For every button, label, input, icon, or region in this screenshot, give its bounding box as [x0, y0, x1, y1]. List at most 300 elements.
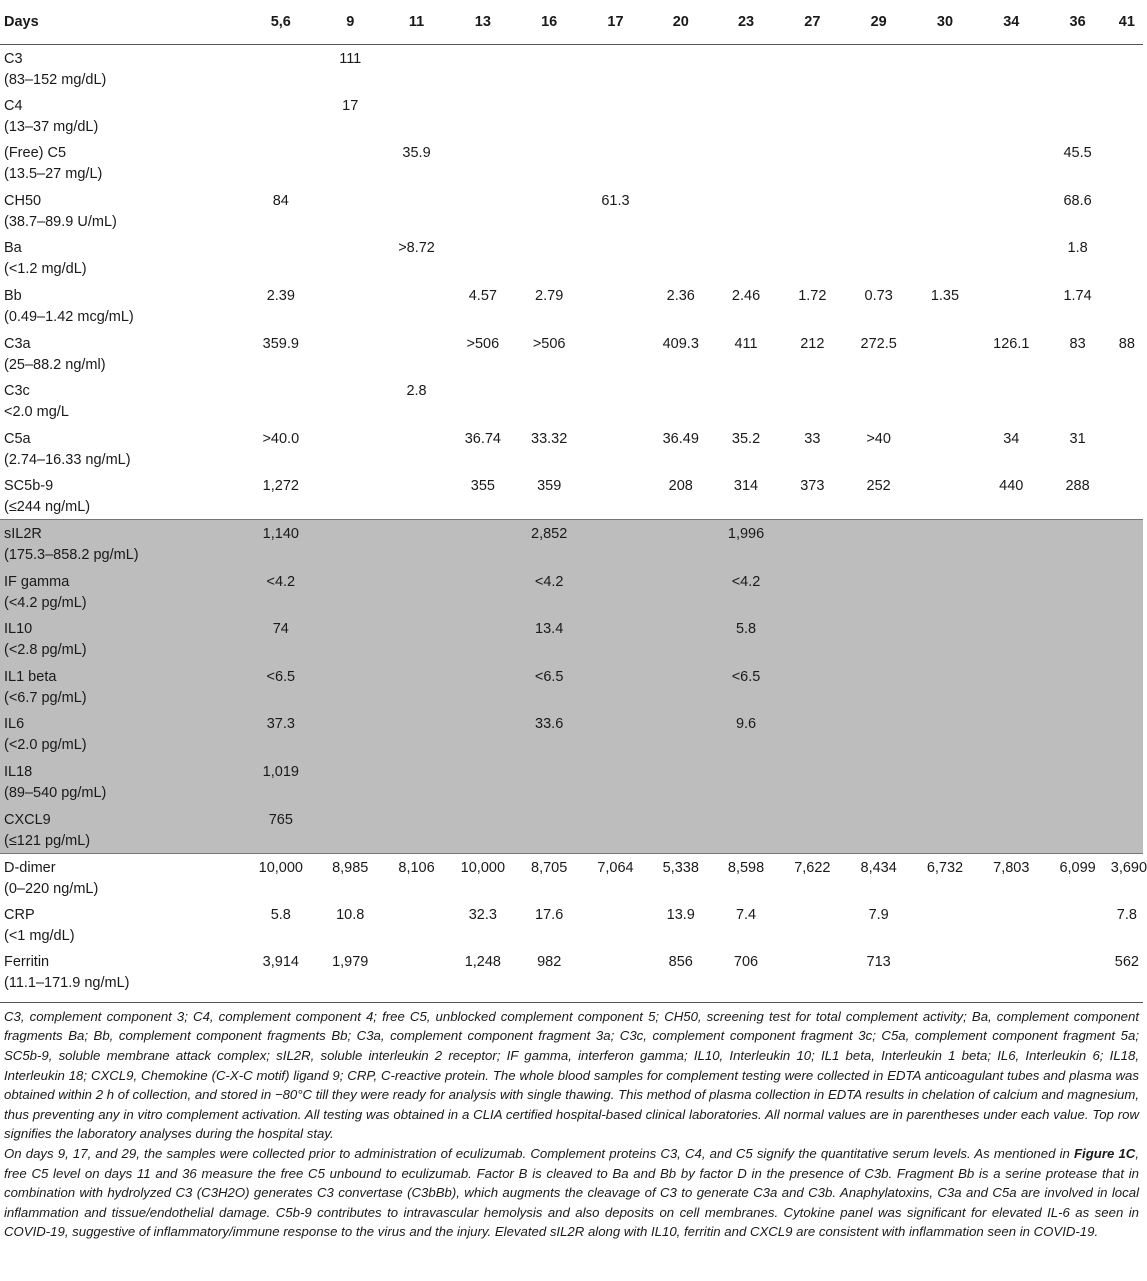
header-cell-day: 34: [1003, 13, 1020, 30]
value-cell: [317, 472, 383, 520]
value-cell: [383, 615, 449, 663]
row-label-cell: [0, 234, 245, 282]
row-label-cell: [0, 92, 245, 140]
value-cell: [582, 901, 648, 949]
value-cell: >506: [532, 335, 566, 352]
value-cell: [317, 330, 383, 378]
value-cell: [649, 520, 713, 568]
table-row: [0, 44, 1143, 92]
value-cell: [383, 758, 449, 806]
value-cell: [779, 663, 845, 711]
analyte-name: C3c: [4, 383, 30, 400]
value-cell: [582, 139, 648, 187]
normal-range: (89–540 pg/mL): [4, 784, 107, 801]
value-cell: 2.79: [535, 287, 564, 304]
normal-range: (0.49–1.42 mcg/mL): [4, 308, 134, 325]
row-label-cell: [0, 187, 245, 235]
value-cell: [978, 806, 1044, 854]
value-cell: [846, 710, 912, 758]
header-cell-day: 20: [672, 13, 689, 30]
value-cell: 7,622: [794, 859, 831, 876]
value-cell: [912, 377, 978, 425]
value-cell: [846, 615, 912, 663]
value-cell: [582, 615, 648, 663]
value-cell: [516, 758, 582, 806]
value-cell: 706: [733, 954, 759, 971]
value-cell: [450, 806, 516, 854]
row-label-cell: [0, 330, 245, 378]
value-cell: [649, 663, 713, 711]
value-cell: [582, 948, 648, 996]
normal-range: (11.1–171.9 ng/mL): [4, 975, 130, 992]
value-cell: 1,140: [262, 526, 299, 543]
value-cell: [713, 758, 779, 806]
value-cell: [317, 615, 383, 663]
value-cell: 1.8: [1067, 240, 1088, 257]
value-cell: [846, 44, 912, 92]
value-cell: [978, 234, 1044, 282]
value-cell: [912, 520, 978, 568]
value-cell: [245, 92, 318, 140]
header-cell-day: 11: [408, 13, 425, 30]
analyte-name: D-dimer: [4, 859, 56, 876]
value-cell: [779, 234, 845, 282]
value-cell: [1111, 282, 1143, 330]
value-cell: [912, 710, 978, 758]
value-cell: [649, 44, 713, 92]
value-cell: [383, 330, 449, 378]
value-cell: [317, 425, 383, 473]
value-cell: [582, 330, 648, 378]
value-cell: 272.5: [860, 335, 897, 352]
value-cell: 2.36: [666, 287, 695, 304]
value-cell: [317, 187, 383, 235]
value-cell: [912, 330, 978, 378]
row-label-cell: [0, 568, 245, 616]
value-cell: [1111, 44, 1143, 92]
value-cell: 373: [800, 478, 825, 495]
value-cell: [912, 615, 978, 663]
value-cell: [978, 139, 1044, 187]
header-cell-days: Days: [4, 13, 39, 30]
value-cell: [1111, 472, 1143, 520]
value-cell: [450, 234, 516, 282]
value-cell: [978, 187, 1044, 235]
value-cell: [846, 806, 912, 854]
value-cell: 37.3: [266, 716, 295, 733]
value-cell: [713, 187, 779, 235]
normal-range: (≤121 pg/mL): [4, 832, 91, 849]
value-cell: <6.5: [534, 668, 564, 685]
value-cell: [582, 710, 648, 758]
analyte-name: Ba: [4, 240, 22, 257]
value-cell: >506: [466, 335, 500, 352]
analyte-name: SC5b-9: [4, 478, 54, 495]
value-cell: 0.73: [864, 287, 893, 304]
table-footnote: [0, 1002, 1143, 1242]
value-cell: [383, 710, 449, 758]
value-cell: [317, 282, 383, 330]
value-cell: [978, 901, 1044, 949]
value-cell: 1.74: [1063, 287, 1092, 304]
value-cell: 2.46: [731, 287, 761, 304]
value-cell: [450, 520, 516, 568]
value-cell: [516, 806, 582, 854]
value-cell: 8,434: [860, 859, 897, 876]
value-cell: 1,272: [262, 478, 299, 495]
value-cell: <6.5: [266, 668, 296, 685]
value-cell: 10,000: [258, 859, 303, 876]
value-cell: [450, 92, 516, 140]
value-cell: [383, 92, 449, 140]
value-cell: [383, 901, 449, 949]
value-cell: 33: [804, 430, 821, 447]
normal-range: (13.5–27 mg/L): [4, 166, 103, 183]
header-cell-day: 13: [474, 13, 491, 30]
value-cell: [846, 187, 912, 235]
value-cell: [1111, 377, 1143, 425]
normal-range: (175.3–858.2 pg/mL): [4, 547, 139, 564]
value-cell: [978, 282, 1044, 330]
value-cell: [317, 710, 383, 758]
value-cell: 982: [537, 954, 562, 971]
footnote-paragraph-abbreviations: C3, complement component 3; C4, complement component 4; free C5, unblocked complement component 5; CH50, screening test for total complement activity; Ba, complement component fragments Ba; Bb, complement component fragments Bb; C3a, complement component fragment 3a; C3c, complement component fragment 3c; C5a, complement component fragment 5a; SC5b-9, soluble membrane attack complex; sIL2R, soluble interleukin 2 receptor; IF gamma, interferon gamma; IL10, Interleukin 10; IL1 beta, Interleukin 1 beta; IL6, Interleukin 6; IL18, Interleukin 18; CXCL9, Chemokine (C-X-C motif) ligand 9; CRP, C-reactive protein. The whole blood samples for complement testing were collected in EDTA anticoagulant tubes and plasma was obtained within 2 h of collection, and stored in −80°C till they were ready for analysis with single thawing. This method of plasma collection in EDTA results in chelation of calcium and magnesium, thus preventing any in vitro complement activation. All testing was obtained in a CLIA certified hospital-based clinical laboratories. All normal values are in parentheses under each value. Top row signifies the laboratory analyses during the hospital stay.: [4, 1008, 1139, 1142]
value-cell: 7.9: [868, 906, 889, 923]
value-cell: [317, 663, 383, 711]
value-cell: <4.2: [266, 573, 296, 590]
value-cell: [516, 187, 582, 235]
footnote-text: On days 9, 17, and 29, the samples were collected prior to administration of eculizumab. Complement proteins C3, C4, and C5 signify the quantitative serum levels. As mentioned in: [4, 1146, 1074, 1162]
value-cell: [516, 377, 582, 425]
value-cell: 7.8: [1116, 906, 1137, 923]
value-cell: [779, 758, 845, 806]
value-cell: 35.9: [402, 145, 431, 162]
value-cell: [317, 139, 383, 187]
row-label-cell: [0, 806, 245, 854]
value-cell: [1044, 663, 1110, 711]
table-row: [0, 806, 1143, 854]
value-cell: <4.2: [731, 573, 761, 590]
value-cell: [713, 44, 779, 92]
value-cell: 35.2: [731, 430, 761, 447]
value-cell: [450, 568, 516, 616]
value-cell: 8,598: [727, 859, 765, 876]
value-cell: [649, 806, 713, 854]
table-row: [0, 139, 1143, 187]
value-cell: [582, 282, 648, 330]
table-row: [0, 948, 1143, 996]
table-row: [0, 425, 1143, 473]
value-cell: [978, 948, 1044, 996]
value-cell: [912, 425, 978, 473]
value-cell: [317, 234, 383, 282]
table-body: [0, 44, 1147, 996]
value-cell: [516, 44, 582, 92]
value-cell: [779, 187, 845, 235]
value-cell: 1,019: [262, 763, 299, 780]
value-cell: [1044, 44, 1110, 92]
analyte-name: Ferritin: [4, 954, 50, 971]
header-cell-day: 23: [737, 13, 755, 30]
row-label-cell: [0, 425, 245, 473]
value-cell: 7,064: [597, 859, 634, 876]
row-label-cell: [0, 615, 245, 663]
value-cell: [1044, 520, 1110, 568]
row-label-cell: [0, 472, 245, 520]
value-cell: [317, 520, 383, 568]
row-label-cell: [0, 44, 245, 92]
value-cell: 61.3: [601, 192, 630, 209]
value-cell: [582, 425, 648, 473]
table-row: [0, 187, 1143, 235]
value-cell: >8.72: [398, 240, 435, 257]
value-cell: 359: [537, 478, 562, 495]
value-cell: 13.4: [535, 621, 564, 638]
value-cell: [582, 472, 648, 520]
value-cell: [383, 282, 449, 330]
value-cell: [779, 568, 845, 616]
value-cell: [978, 615, 1044, 663]
value-cell: [779, 92, 845, 140]
value-cell: 4.57: [468, 287, 497, 304]
value-cell: [383, 806, 449, 854]
value-cell: 10,000: [460, 859, 506, 876]
value-cell: [713, 377, 779, 425]
normal-range: (<1 mg/dL): [4, 927, 75, 944]
value-cell: [779, 44, 845, 92]
analyte-name: CRP: [4, 906, 35, 923]
footnote-text: , free C5 level on days 11 and 36 measure the free C5 unbound to eculizumab. Factor B is cleaved to Ba and Bb by factor D in the presence of C3b. Fragment Bb is a serine protease that in combination with hydrolyzed C3 (C3H2O) generates C3 convertase (C3bBb), which augments the cleavage of C3 to generate C3a and C3b. Anaphylatoxins, C3a and C5a are involved in local inflammation and tissue/endothelial damage. C5b-9 contributes to intravascular hemolysis and also deposits on cell membranes. Cytokine panel was significant for elevated IL-6 as seen in COVID-19, suggestive of inflammatory/immune response to the virus and the injury. Elevated sIL2R along with IL10, ferritin and CXCL9 are consistent with inflammation seen in COVID-19.: [4, 1146, 1139, 1240]
normal-range: (<2.0 pg/mL): [4, 737, 87, 754]
value-cell: [450, 377, 516, 425]
value-cell: [582, 92, 648, 140]
value-cell: [516, 234, 582, 282]
value-cell: [582, 520, 648, 568]
value-cell: 2,852: [531, 526, 568, 543]
value-cell: [912, 901, 978, 949]
header-cell-day: 41: [1118, 13, 1135, 30]
table-row: [0, 663, 1143, 711]
value-cell: 33.32: [531, 430, 568, 447]
value-cell: [1044, 615, 1110, 663]
table-row: [0, 758, 1143, 806]
row-label-cell: [0, 853, 245, 901]
value-cell: [779, 520, 845, 568]
value-cell: [1111, 139, 1143, 187]
value-cell: <6.5: [731, 668, 761, 685]
value-cell: [450, 139, 516, 187]
analyte-name: IL18: [4, 763, 33, 780]
value-cell: 68.6: [1063, 192, 1092, 209]
value-cell: [846, 663, 912, 711]
value-cell: [582, 663, 648, 711]
value-cell: 1,996: [727, 526, 765, 543]
value-cell: [450, 710, 516, 758]
value-cell: [978, 710, 1044, 758]
value-cell: 13.9: [666, 906, 695, 923]
header-cell-day: 9: [346, 13, 355, 30]
value-cell: 34: [1003, 430, 1020, 447]
table-row: [0, 282, 1143, 330]
value-cell: [1111, 758, 1143, 806]
value-cell: [846, 520, 912, 568]
analyte-name: IL1 beta: [4, 668, 57, 685]
row-label-cell: [0, 758, 245, 806]
value-cell: [582, 44, 648, 92]
value-cell: 1,979: [332, 954, 369, 971]
value-cell: [383, 187, 449, 235]
analyte-name: IL6: [4, 716, 25, 733]
value-cell: [317, 377, 383, 425]
value-cell: [978, 44, 1044, 92]
value-cell: [1111, 615, 1143, 663]
header-cell-day: 5,6: [270, 13, 291, 30]
value-cell: [713, 234, 779, 282]
value-cell: 3,690: [1110, 859, 1147, 876]
header-cell-day: 16: [541, 13, 558, 30]
normal-range: (<4.2 pg/mL): [4, 594, 87, 611]
value-cell: [846, 92, 912, 140]
value-cell: [317, 806, 383, 854]
value-cell: 1,248: [464, 954, 501, 971]
header-cell-day: 27: [804, 13, 821, 30]
value-cell: 856: [668, 954, 693, 971]
value-cell: 32.3: [468, 906, 497, 923]
row-label-cell: [0, 377, 245, 425]
value-cell: [383, 425, 449, 473]
value-cell: [383, 44, 449, 92]
value-cell: [1044, 806, 1110, 854]
value-cell: [383, 568, 449, 616]
value-cell: 33.6: [535, 716, 564, 733]
analyte-name: (Free) C5: [4, 145, 67, 162]
value-cell: [846, 568, 912, 616]
value-cell: [317, 568, 383, 616]
value-cell: [846, 234, 912, 282]
value-cell: [649, 187, 713, 235]
value-cell: [912, 187, 978, 235]
value-cell: [779, 901, 845, 949]
value-cell: [582, 758, 648, 806]
value-cell: 212: [800, 335, 825, 352]
value-cell: 17.6: [535, 906, 564, 923]
header-cell-day: 30: [936, 13, 954, 30]
value-cell: [450, 758, 516, 806]
value-cell: [1044, 758, 1110, 806]
value-cell: 10.8: [336, 906, 365, 923]
value-cell: [582, 568, 648, 616]
table-row: [0, 901, 1143, 949]
header-row: [0, 0, 1143, 44]
row-label-cell: [0, 663, 245, 711]
value-cell: [912, 92, 978, 140]
value-cell: [978, 568, 1044, 616]
value-cell: 74: [272, 621, 289, 638]
value-cell: [912, 758, 978, 806]
value-cell: [450, 615, 516, 663]
value-cell: [779, 710, 845, 758]
value-cell: [1111, 806, 1143, 854]
value-cell: [779, 139, 845, 187]
normal-range: (25–88.2 ng/ml): [4, 356, 106, 373]
value-cell: [912, 568, 978, 616]
value-cell: [978, 663, 1044, 711]
analyte-name: sIL2R: [4, 526, 42, 543]
value-cell: [779, 615, 845, 663]
value-cell: 8,106: [398, 859, 435, 876]
analyte-name: C3: [4, 50, 23, 67]
analyte-name: IL10: [4, 621, 33, 638]
value-cell: 6,732: [926, 859, 964, 876]
value-cell: [516, 92, 582, 140]
value-cell: 5,338: [662, 859, 699, 876]
value-cell: [649, 615, 713, 663]
row-label-cell: [0, 520, 245, 568]
table-row: [0, 520, 1143, 568]
value-cell: 83: [1069, 335, 1086, 352]
value-cell: [1044, 377, 1110, 425]
table-row: [0, 853, 1143, 901]
value-cell: [649, 710, 713, 758]
value-cell: 36.74: [464, 430, 501, 447]
analyte-name: C4: [4, 97, 23, 114]
value-cell: [1111, 520, 1143, 568]
value-cell: [649, 568, 713, 616]
normal-range: (<1.2 mg/dL): [4, 261, 87, 278]
value-cell: [649, 377, 713, 425]
value-cell: 1.35: [930, 287, 960, 304]
table-row: [0, 377, 1143, 425]
value-cell: 7.4: [735, 906, 757, 923]
value-cell: [1111, 234, 1143, 282]
value-cell: [912, 948, 978, 996]
analyte-name: CXCL9: [4, 811, 51, 828]
value-cell: [1044, 948, 1110, 996]
value-cell: 5.8: [270, 906, 291, 923]
value-cell: >40: [866, 430, 891, 447]
value-cell: 1.72: [798, 287, 827, 304]
value-cell: [779, 806, 845, 854]
value-cell: 252: [866, 478, 891, 495]
value-cell: 208: [668, 478, 693, 495]
normal-range: (13–37 mg/dL): [4, 118, 99, 135]
figure-reference-link[interactable]: Figure 1C: [1074, 1146, 1136, 1162]
footnote-paragraph-commentary: [4, 1144, 1139, 1242]
value-cell: [317, 758, 383, 806]
table-row: [0, 615, 1143, 663]
value-cell: [713, 806, 779, 854]
analyte-name: Bb: [4, 287, 22, 304]
value-cell: 2.8: [406, 383, 427, 400]
value-cell: [383, 663, 449, 711]
table-row: [0, 330, 1143, 378]
value-cell: [245, 377, 318, 425]
value-cell: [1111, 187, 1143, 235]
value-cell: [912, 472, 978, 520]
value-cell: [245, 139, 318, 187]
value-cell: [912, 139, 978, 187]
header-cell-day: 17: [607, 13, 624, 30]
value-cell: [912, 663, 978, 711]
value-cell: [978, 92, 1044, 140]
value-cell: [1111, 663, 1143, 711]
value-cell: [649, 139, 713, 187]
value-cell: [582, 806, 648, 854]
value-cell: [713, 92, 779, 140]
value-cell: <4.2: [534, 573, 564, 590]
value-cell: [649, 234, 713, 282]
value-cell: 355: [470, 478, 495, 495]
